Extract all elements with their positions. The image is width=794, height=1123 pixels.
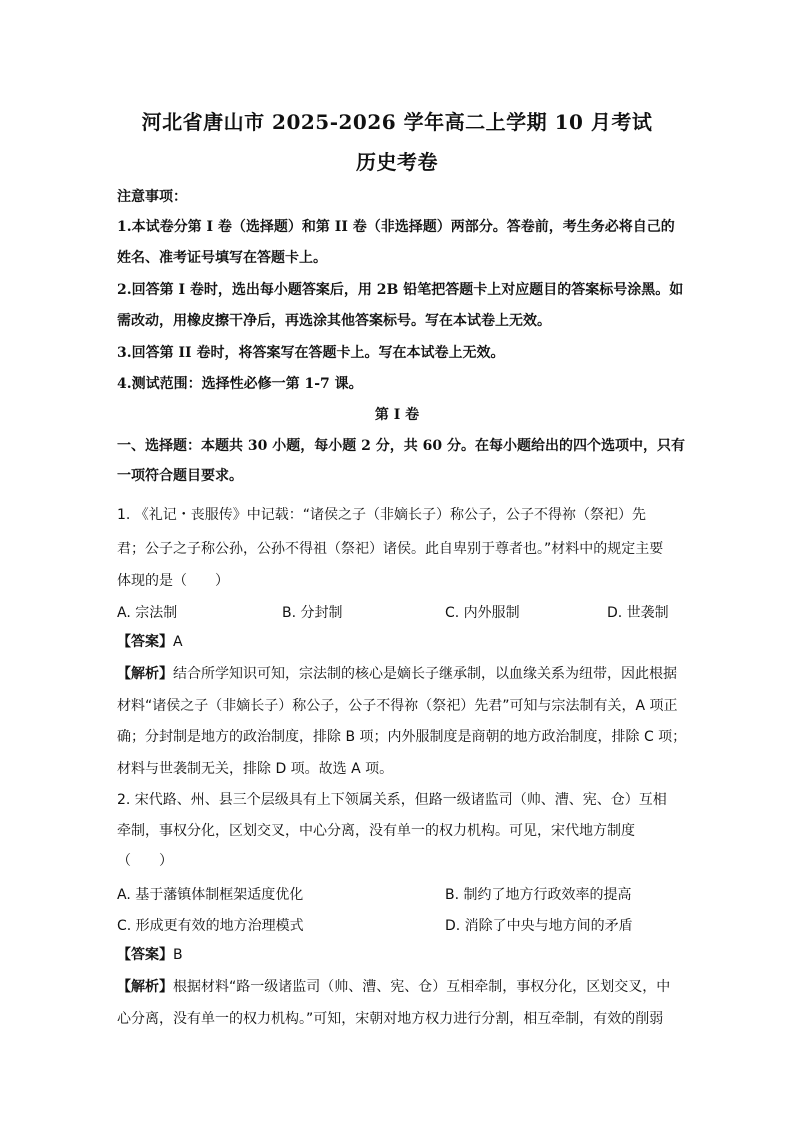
question-1-analysis: 材料“诸侯之子（非嫡长子）称公子，公子不得祢（祭祀）先君”可知与宗法制有关，A 项正 [117, 698, 678, 714]
question-1-analysis [117, 665, 687, 683]
question-1-option-c: C. 内外服制 [445, 605, 520, 621]
volume-label: 第 I 卷 [374, 407, 420, 423]
question-2-analysis [117, 978, 687, 996]
question-1-text: 君；公子之子称公孙，公孙不得祖（祭祀）诸侯。此自卑别于尊者也。”材料中的规定主要 [117, 541, 664, 557]
question-1-text: 1. 《礼记・丧服传》中记载：“诸侯之子（非嫡长子）称公子，公子不得祢（祭祀）先 [117, 507, 647, 523]
notice-line: 2.回答第 I 卷时，选出每小题答案后，用 2B 铅笔把答题卡上对应题目的答案标号涂黑。如 [117, 282, 684, 298]
section-intro: 一项符合题目要求。 [117, 468, 243, 484]
answer-tag: 【答案】 [117, 947, 173, 963]
analysis-text: 结合所学知识可知，宗法制的核心是嫡长子继承制，以血缘关系为纽带，因此根据 [173, 666, 677, 682]
question-1-text: 体现的是（ ） [117, 573, 229, 589]
question-1-answer [117, 633, 687, 651]
exam-subject-title: 历史考卷 [356, 150, 438, 174]
question-1-analysis: 材料与世袭制无关，排除 D 项。故选 A 项。 [117, 761, 394, 777]
question-2-option-c: C. 形成更有效的地方治理模式 [117, 918, 304, 934]
analysis-tag: 【解析】 [117, 666, 173, 682]
question-1-analysis: 确；分封制是地方的政治制度，排除 B 项；内外服制度是商朝的地方政治制度，排除 C 项； [117, 729, 687, 745]
analysis-tag: 【解析】 [117, 979, 173, 995]
question-2-option-b: B. 制约了地方行政效率的提高 [445, 887, 632, 903]
answer-tag: 【答案】 [117, 634, 173, 650]
answer-value: A [173, 634, 183, 650]
answer-value: B [173, 947, 183, 963]
question-2-option-a: A. 基于藩镇体制框架适度优化 [117, 887, 304, 903]
question-2-text: 牵制，事权分化，区划交叉，中心分离，没有单一的权力机构。可见，宋代地方制度 [117, 823, 635, 839]
question-2-option-d: D. 消除了中央与地方间的矛盾 [445, 918, 633, 934]
question-2-text: 2. 宋代路、州、县三个层级具有上下领属关系，但路一级诸监司（帅、漕、宪、仓）互相 [117, 792, 667, 808]
question-2-text: （ ） [117, 853, 173, 869]
question-1-option-a: A. 宗法制 [117, 605, 178, 621]
exam-title: 河北省唐山市 2025-2026 学年高二上学期 10 月考试 [141, 110, 653, 134]
question-1-option-d: D. 世袭制 [607, 605, 669, 621]
notice-heading: 注意事项： [117, 189, 187, 205]
notice-line: 姓名、准考证号填写在答题卡上。 [117, 250, 327, 266]
question-2-analysis: 心分离，没有单一的权力机构。”可知，宋朝对地方权力进行分割，相互牵制，有效的削弱 [117, 1011, 664, 1027]
notice-line: 3.回答第 II 卷时，将答案写在答题卡上。写在本试卷上无效。 [117, 345, 505, 361]
notice-line: 1.本试卷分第 I 卷（选择题）和第 II 卷（非选择题）两部分。答卷前，考生务必将自己的 [117, 219, 675, 235]
notice-line: 需改动，用橡皮擦干净后，再选涂其他答案标号。写在本试卷上无效。 [117, 313, 551, 329]
question-1-option-b: B. 分封制 [282, 605, 343, 621]
analysis-text: 根据材料“路一级诸监司（帅、漕、宪、仓）互相牵制，事权分化，区划交叉，中 [173, 979, 671, 995]
question-2-answer [117, 946, 687, 964]
notice-line: 4.测试范围：选择性必修一第 1-7 课。 [117, 376, 363, 392]
section-intro: 一、选择题：本题共 30 小题，每小题 2 分，共 60 分。在每小题给出的四个选项中，只有 [117, 438, 685, 454]
